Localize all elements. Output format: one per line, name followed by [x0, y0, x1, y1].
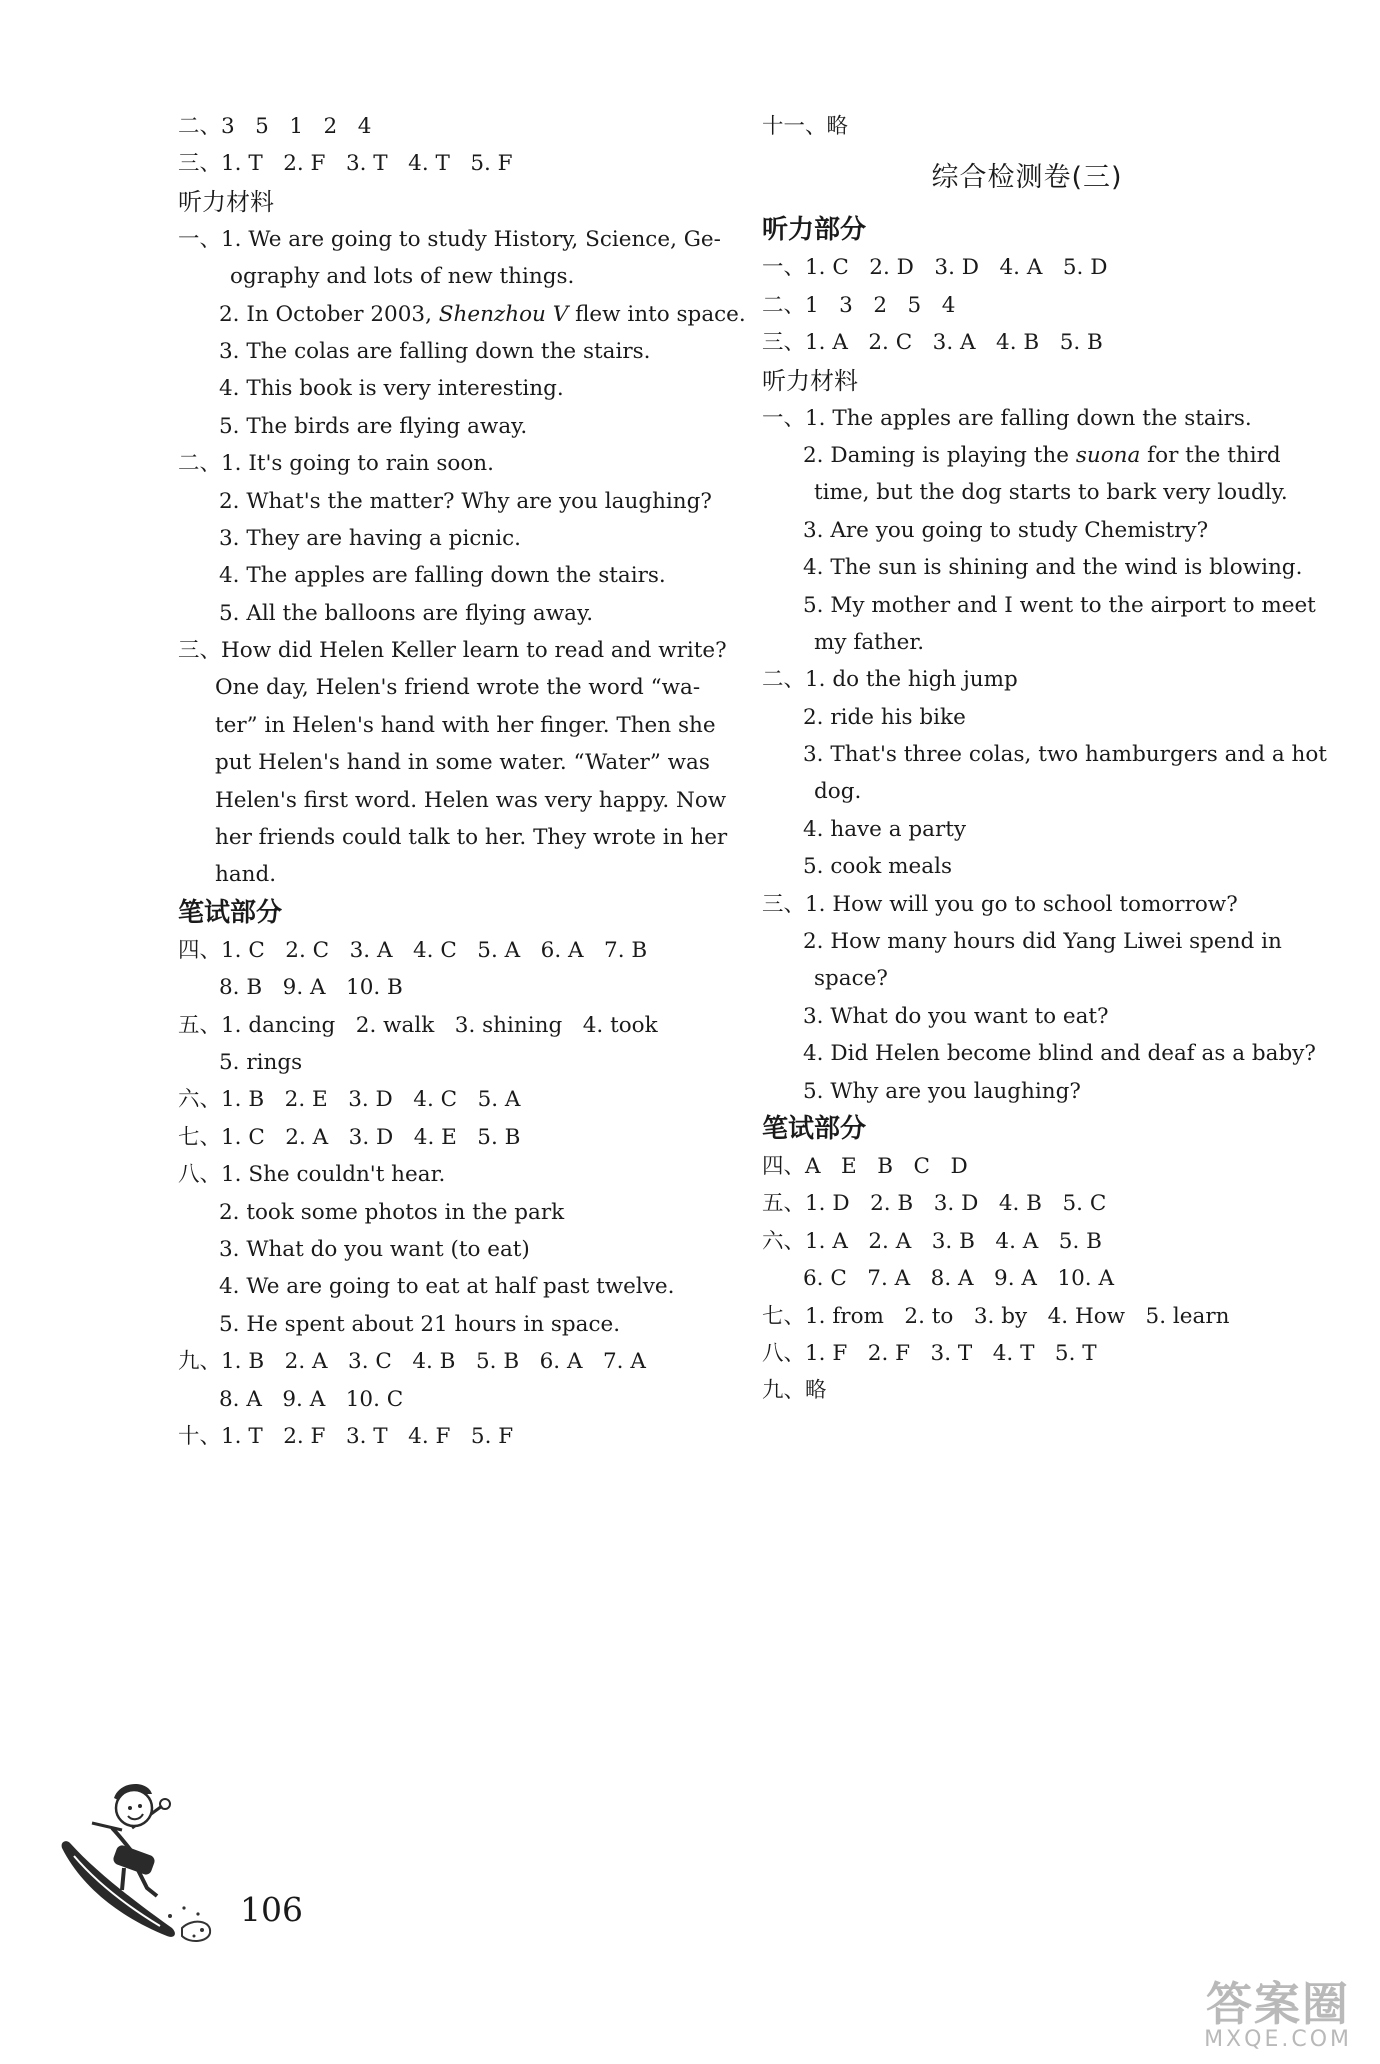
answer-line: 八、1. She couldn't hear. — [178, 1162, 446, 1188]
answer-text: for the third — [1140, 442, 1281, 468]
watermark-url: MXQE.COM — [1204, 2027, 1352, 2052]
answer-line: 2. took some photos in the park — [219, 1199, 565, 1225]
answer-line: 3. What do you want to eat? — [803, 1003, 1109, 1029]
answer-line: 八、1. F 2. F 3. T 4. T 5. T — [762, 1340, 1097, 1366]
answer-line: 二、1. It's going to rain soon. — [178, 451, 494, 477]
answer-line: 七、1. from 2. to 3. by 4. How 5. learn — [762, 1303, 1230, 1329]
right-column — [762, 108, 1327, 1410]
answer-line: 3. They are having a picnic. — [219, 525, 521, 551]
answer-line: dog. — [814, 779, 862, 805]
answer-line: 4. We are going to eat at half past twelve. — [219, 1274, 675, 1300]
answer-line: 5. Why are you laughing? — [803, 1078, 1081, 1104]
answer-line: time, but the dog starts to bark very loudly. — [814, 480, 1288, 506]
answer-line: 3. That's three colas, two hamburgers and a hot — [803, 742, 1327, 768]
section-heading: 笔试部分 — [762, 1113, 867, 1144]
answer-line: 5. The birds are flying away. — [219, 413, 528, 439]
surfing-boy-icon — [52, 1768, 222, 1952]
answer-line: 二、1 3 2 5 4 — [762, 292, 956, 318]
section-heading: 听力部分 — [762, 215, 867, 246]
answer-line — [762, 437, 1292, 474]
answer-line: 三、How did Helen Keller learn to read and write? — [178, 638, 727, 664]
answer-line: 二、1. do the high jump — [762, 667, 1018, 693]
left-column — [178, 108, 746, 1455]
answer-line: 六、1. B 2. E 3. D 4. C 5. A — [178, 1087, 521, 1113]
answer-text-italic: suona — [1075, 442, 1141, 468]
answer-line: Helen's first word. Helen was very happy. Now — [215, 787, 727, 813]
answer-line: 3. What do you want (to eat) — [219, 1236, 530, 1262]
answer-line: hand. — [215, 862, 277, 888]
page-number: 106 — [240, 1890, 303, 1929]
test-title: 综合检测卷(三) — [931, 162, 1123, 194]
answer-line: 六、1. A 2. A 3. B 4. A 5. B — [762, 1228, 1102, 1254]
answer-line: 4. The apples are falling down the stairs. — [219, 563, 666, 589]
answer-line: 8. B 9. A 10. B — [219, 975, 403, 1001]
answer-text: 2. Daming is playing the — [803, 442, 1076, 468]
answer-line: 九、1. B 2. A 3. C 4. B 5. B 6. A 7. A — [178, 1349, 646, 1375]
answer-line: space? — [814, 966, 888, 992]
answer-line: 4. This book is very interesting. — [219, 376, 564, 402]
answer-line: her friends could talk to her. They wrote in her — [215, 825, 728, 851]
answer-line: 十、1. T 2. F 3. T 4. F 5. F — [178, 1423, 514, 1449]
answer-line: 二、3 5 1 2 4 — [178, 114, 372, 139]
answer-line: 3. Are you going to study Chemistry? — [803, 517, 1209, 543]
answer-line: 8. A 9. A 10. C — [219, 1386, 404, 1412]
answer-line: 2. ride his bike — [803, 704, 966, 730]
answer-line: put Helen's hand in some water. “Water” was — [215, 750, 710, 776]
answer-line: 4. have a party — [803, 816, 967, 842]
answer-line: 四、1. C 2. C 3. A 4. C 5. A 6. A 7. B — [178, 937, 648, 963]
answer-line — [178, 296, 746, 333]
answer-line: 三、1. T 2. F 3. T 4. T 5. F — [178, 151, 513, 177]
answer-line: 五、1. D 2. B 3. D 4. B 5. C — [762, 1191, 1107, 1217]
answer-line: 5. cook meals — [803, 854, 952, 880]
answer-text-italic: Shenzhou V — [438, 301, 569, 327]
answer-line: 四、A E B C D — [762, 1153, 968, 1179]
answer-line: 一、1. C 2. D 3. D 4. A 5. D — [762, 255, 1108, 281]
answer-line: 5. All the balloons are flying away. — [219, 600, 594, 626]
answer-line: 七、1. C 2. A 3. D 4. E 5. B — [178, 1124, 521, 1150]
answer-line: my father. — [814, 629, 925, 655]
answer-line: 五、1. dancing 2. walk 3. shining 4. took — [178, 1012, 658, 1038]
answer-text: 2. In October 2003, — [219, 301, 439, 327]
answer-line: 一、1. We are going to study History, Science, Ge- — [178, 226, 721, 252]
answer-line: ography and lots of new things. — [230, 264, 575, 290]
answer-line: 5. rings — [219, 1049, 303, 1075]
watermark — [1204, 1977, 1352, 2052]
answer-line: 4. Did Helen become blind and deaf as a baby? — [803, 1041, 1316, 1067]
answer-line: 一、1. The apples are falling down the stairs. — [762, 405, 1252, 431]
answer-line: 5. My mother and I went to the airport to meet — [803, 592, 1316, 618]
answer-line: 三、1. A 2. C 3. A 4. B 5. B — [762, 330, 1103, 356]
answer-line: 2. What's the matter? Why are you laughing? — [219, 488, 712, 514]
answer-line: 九、略 — [762, 1378, 827, 1404]
answer-line: 5. He spent about 21 hours in space. — [219, 1311, 621, 1337]
section-heading: 听力材料 — [178, 187, 274, 216]
answer-line: 3. The colas are falling down the stairs. — [219, 338, 651, 364]
answer-line: 6. C 7. A 8. A 9. A 10. A — [803, 1266, 1114, 1292]
answer-text: flew into space. — [568, 301, 746, 327]
section-heading: 笔试部分 — [178, 897, 283, 928]
answer-line: 十一、略 — [762, 114, 849, 139]
section-heading: 听力材料 — [762, 366, 858, 395]
answer-line: One day, Helen's friend wrote the word “wa- — [215, 675, 701, 701]
answer-line: 2. How many hours did Yang Liwei spend in — [803, 929, 1282, 955]
watermark-logo-text: 答案圈 — [1206, 1977, 1351, 2031]
answer-line: 三、1. How will you go to school tomorrow? — [762, 891, 1238, 917]
answer-line: 4. The sun is shining and the wind is blowing. — [803, 555, 1303, 581]
answer-line: ter” in Helen's hand with her finger. Then she — [215, 712, 716, 738]
